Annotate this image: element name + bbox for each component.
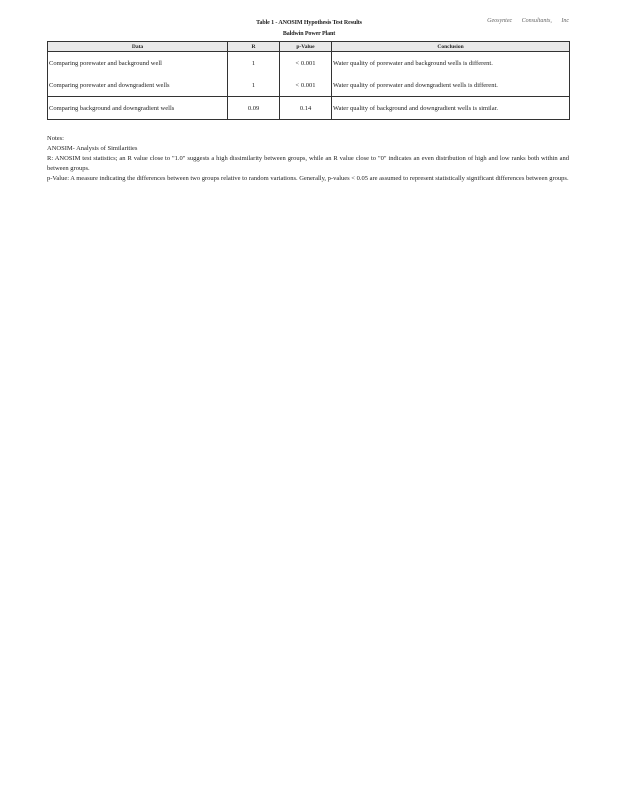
cell-conclusion: Water quality of background and downgradient wells is similar. [332, 97, 570, 120]
table-row [48, 97, 570, 120]
table-header-row [48, 42, 570, 52]
company-name: Geosyntec Consultants, Inc [487, 18, 569, 24]
cell-r: 1 [228, 74, 280, 97]
cell-pvalue: 0.14 [280, 97, 332, 120]
notes-heading: Notes: [47, 135, 64, 142]
cell-r: 1 [228, 52, 280, 75]
cell-pvalue: < 0.001 [280, 74, 332, 97]
cell-r: 0.09 [228, 97, 280, 120]
r-value-note: R: ANOSIM test statistics; an R value close to "1.0" suggests a high dissimilarity between groups, while an R value close to "0" indicates an even distribution of high and low ranks both within and between groups. [47, 155, 569, 172]
table-title: Table 1 - ANOSIM Hypothesis Test Results [256, 20, 362, 26]
cell-conclusion: Water quality of porewater and downgradient wells is different. [332, 74, 570, 97]
anosim-definition: ANOSIM- Analysis of Similarities [47, 145, 138, 152]
column-header-data: Data [48, 42, 228, 52]
table-subtitle: Baldwin Power Plant [282, 31, 336, 37]
notes-section [47, 134, 569, 184]
cell-data: Comparing background and downgradient wells [48, 97, 228, 120]
cell-data: Comparing porewater and downgradient wells [48, 74, 228, 97]
table-row [48, 52, 570, 75]
column-header-pvalue: p-Value [280, 42, 332, 52]
column-header-conclusion: Conclusion [332, 42, 570, 52]
p-value-note: p-Value: A measure indicating the differences between two groups relative to random variations. Generally, p-values < 0.05 are assumed to represent statistically significant differences between groups. [47, 175, 569, 182]
column-header-r: R [228, 42, 280, 52]
cell-conclusion: Water quality of porewater and background wells is different. [332, 52, 570, 75]
cell-data: Comparing porewater and background well [48, 52, 228, 75]
cell-pvalue: < 0.001 [280, 52, 332, 75]
table-row [48, 74, 570, 97]
results-table [47, 41, 570, 120]
